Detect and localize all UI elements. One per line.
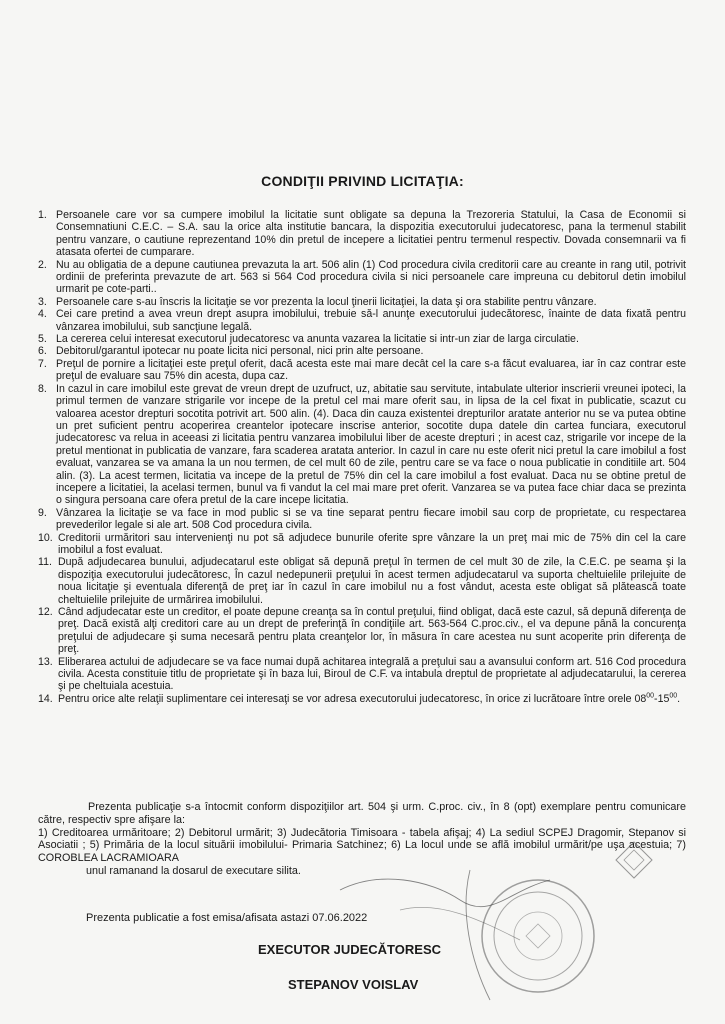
condition-text: In cazul in care imobilul este grevat de vreun drept de uzufruct, uz, abitatie sau servitute, intabulate ulterior inscrierii vreunei ipoteci, la primul termen de vanzare strigarile vor incepe de la pretul cel mai mare oferit sau, in lipsa de la cel fixat in publicatie, scazut cu valoarea acestor drepturi socotita potrivit art. 500 alin. (4). Daca din cauza existentei drepturilor aratate anterior nu se va putea obtine un pret suficient pentru acoperirea creantelor ipotecare inscrise anterior, socotite dupa datele din cartea funciara, executorul judecatoresc va relua in aceeasi zi licitatia pentru vanzarea imobilului liber de aceste drepturi ; in acest caz, strigarile vor incepe de la pretul mentionat in publicatia de vanzare, fara scaderea aratata anterior. In cazul in care nu este oferit nici pretul la care imobilul a fost evaluat, vanzarea se va amana la un nou termen, de cel mult 60 de zile, pentru care se va face o noua publicatie in conditiile art. 504 alin. (3). La acest termen, licitatia va incepe de la pretul de 75% din cel la care imobilul a fost evaluat. Daca nu se obtine pretul de incepere a licitatiei, la acelasi termen, bunul va fi vandut la cel mai mare pret oferit. Vanzarea se va putea face chiar daca se prezinta o singura persoana care ofera pretul de la care incepe licitatia. [56, 382, 686, 507]
condition-text: După adjudecarea bunului, adjudecatarul este obligat să depună preţul în termen de cel mult 30 de zile, la C.E.C. pe seama şi la dispoziţia executorului judecătoresc, În cazul nedepunerii preţului în acest termen adjudecatarul va suporta cheltuielile prilejuite de noua licitaţie şi eventuala diferenţă de preţ iar în cazul în care imobilul nu a fost vândut, acesta este obligat să plătească toate cheltuielile prilejuite de urmărirea imobilului. [58, 556, 686, 606]
condition-item: 6. Debitorul/garantul ipotecar nu poate licita nici personal, nici prin alte persoane. [38, 345, 686, 357]
conditions-list [38, 209, 686, 705]
document-title: CONDIŢII PRIVIND LICITAŢIA: [261, 173, 464, 189]
condition-text: Debitorul/garantul ipotecar nu poate licita nici personal, nici prin alte persoane. [56, 345, 424, 358]
emission-line: Prezenta publicatie a fost emisa/afisata astazi 07.06.2022 [86, 912, 368, 924]
publication-list: 1) Creditoarea urmăritoare; 2) Debitorul urmărit; 3) Judecătoria Timisoara - tabela afişaj; 4) La sediul SCPEJ Dragomir, Stepanov si Asociatii ; 5) Primăria de la locul situării imobilului- Primaria Satchinez; 6) La locul unde se află imobilul urmărit/pe uşa acestuia; 7) COROBLEA LACRAMIOARA [38, 826, 686, 865]
condition-item: 13. Eliberarea actului de adjudecare se va face numai după achitarea integrală a preţului sau a avansului conform art. 516 Cod procedura civila. Acesta constituie titlu de proprietate şi în baza lui, Biroul de C.F. va intabula dreptul de proprietate al adjudecatarului, la cererea şi pe cheltuiala acestuia. [38, 655, 686, 693]
condition-item: 12. Când adjudecatar este un creditor, el poate depune creanţa sa în contul preţului, fiind obligat, dacă este cazul, să depună diferenţa de preţ. Dacă există alţi creditori care au un drept de preferinţă în condiţiile art. 563-564 C.proc.civ., el va depune până la concurenţa preţului de adjudecare şi suma necesară pentru plata creanţelor lor, în măsura în care acestea nu sunt acoperite prin diferenţa de preţ. [38, 606, 686, 656]
publication-intro: Prezenta publicaţie s-a întocmit conform dispoziţiilor art. 504 şi urm. C.proc. civ., în 8 (opt) exemplare pentru comunicare către, respectiv spre afişare la: [38, 801, 686, 826]
condition-text: Creditorii urmăritori sau intervenienţi nu pot să adjudece bunurile oferite spre vânzare la un preţ mai mic de 75% din cel la care imobilul a fost evaluat. [58, 531, 686, 556]
signature-title: EXECUTOR JUDECĂTORESC [258, 942, 441, 957]
condition-item: 4. Cei care pretind a avea vreun drept asupra imobilului, trebuie să-l anunţe executorului judecătoresc, înainte de data fixată pentru vânzarea imobilului, sub sancţiune legală. [38, 308, 686, 333]
condition-item: 8. In cazul in care imobilul este grevat de vreun drept de uzufruct, uz, abitatie sau servitute, intabulate ulterior inscrierii vreunei ipoteci, la primul termen de vanzare strigarile vor incepe de la pretul cel mai mare oferit sau, in lipsa de la cel fixat in publicatie, scazut cu valoarea acestor drepturi socotita potrivit art. 500 alin. (4). Daca din cauza existentei drepturilor aratate anterior nu se va putea obtine un pret suficient pentru acoperirea creantelor ipotecare inscrise anterior, socotite dupa datele din cartea funciara, executorul judecatoresc va relua in aceeasi zi licitatia pentru vanzarea imobilului liber de aceste drepturi ; in acest caz, strigarile vor incepe de la pretul mentionat in publicatia de vanzare, fara scaderea aratata anterior. In cazul in care nu este oferit nici pretul la care imobilul a fost evaluat, vanzarea se va amana la un nou termen, de cel mult 60 de zile, pentru care se va face o noua publicatie in conditiile art. 504 alin. (3). La acest termen, licitatia va incepe de la pretul de 75% din cel la care imobilul a fost evaluat. Daca nu se obtine pretul de incepere a licitatiei, la acelasi termen, bunul va fi vandut la cel mai mare pret oferit. Vanzarea se va putea face chiar daca se prezinta o singura persoana care ofera pretul de la care incepe licitatia. [38, 382, 686, 507]
seal-mark-icon [612, 838, 656, 882]
condition-text: Vânzarea la licitaţie se va face in mod public si se va tine separat pentru fiecare imobil sau corp de proprietate, cu respectarea prevederilor legale si ale art. 508 Cod procedura civila. [56, 506, 686, 532]
condition-text: Cei care pretind a avea vreun drept asupra imobilului, trebuie să-l anunţe executorului judecătoresc, înainte de data fixată pentru vânzarea imobilului, sub sancţiune legală. [56, 308, 686, 333]
publication-remain: unul ramanand la dosarul de executare silita. [86, 864, 301, 877]
condition-text: Persoanele care s-au înscris la licitaţie se vor prezenta la locul ţinerii licitaţiei, la data şi ora stabilite pentru vânzare. [56, 295, 597, 308]
condition-item: 5. La cererea celui interesat executorul judecatoresc va anunta vazarea la licitatie si intr-un ziar de larga circulatie. [38, 333, 686, 345]
condition-text: Nu au obligatia de a depune cautiunea prevazuta la art. 506 alin (1) Cod procedura civila creditorii care au creante in rang util, potrivit ordinii de preferinta prevazute de art. 563 si 564 Cod procedura civila si nici persoanele care impreuna cu debitorul detin imobilul urmarit pe cote-parti.. [56, 258, 686, 296]
signature-name: STEPANOV VOISLAV [288, 977, 419, 992]
condition-item: 2. Nu au obligatia de a depune cautiunea prevazuta la art. 506 alin (1) Cod procedura civila creditorii care au creante in rang util, potrivit ordinii de preferinta prevazute de art. 563 si 564 Cod procedura civila si nici persoanele care impreuna cu debitorul detin imobilul urmarit pe cote-parti.. [38, 258, 686, 296]
condition-text: Eliberarea actului de adjudecare se va face numai după achitarea integrală a preţului sau a avansului conform art. 516 Cod procedura civila. Acesta constituie titlu de proprietate şi în baza lui, Biroul de C.F. va intabula dreptul de proprietate al adjudecatarului, la cererea şi pe cheltuiala acestuia. [58, 655, 686, 693]
condition-item: 10. Creditorii urmăritori sau intervenienţi nu pot să adjudece bunurile oferite spre vânzare la un preţ mai mic de 75% din cel la care imobilul a fost evaluat. [38, 531, 686, 556]
condition-text: La cererea celui interesat executorul judecatoresc va anunta vazarea la licitatie si intr-un ziar de larga circulatie. [56, 333, 579, 346]
condition-item: 11. După adjudecarea bunului, adjudecatarul este obligat să depună preţul în termen de cel mult 30 de zile, la C.E.C. pe seama şi la dispoziţia executorului judecătoresc, În cazul nedepunerii preţului în acest termen adjudecatarul va suporta cheltuielile prilejuite de noua licitaţie şi eventuala diferenţă de preţ iar în cazul în care imobilul nu a fost vândut, acesta este obligat să plătească toate cheltuielile prilejuite de urmărirea imobilului. [38, 556, 686, 606]
handwritten-signature-icon [320, 850, 570, 1010]
condition-item: 3. Persoanele care s-au înscris la licitaţie se vor prezenta la locul ţinerii licitaţiei, la data şi ora stabilite pentru vânzare. [38, 296, 686, 308]
condition-item: 7. Preţul de pornire a licitaţiei este preţul oferit, dacă acesta este mai mare decât cel la care s-a făcut evaluarea, iar în caz contrar este preţul de evaluare sau 75% din acesta, dupa caz. [38, 357, 686, 383]
condition-text: Persoanele care vor sa cumpere imobilul la licitatie sunt obligate sa depuna la Trezoreria Statului, la Casa de Economii si Consemnatiuni C.E.C. – S.A. sau la orice alta institutie bancara, la dispozitia executorului judecatoresc, pana la termenul stabilit pentru vanzare, o cautiune reprezentand 10% din pretul de incepere a licitatiei pentru termenul respectiv. Dovada consemnarii va fi atasata ofertei de cumparare. [56, 209, 686, 259]
condition-item: 9. Vânzarea la licitaţie se va face in mod public si se va tine separat pentru fiecare imobil sau corp de proprietate, cu respectarea prevederilor legale si ale art. 508 Cod procedura civila. [38, 506, 686, 532]
condition-text: Preţul de pornire a licitaţiei este preţul oferit, dacă acesta este mai mare decât cel la care s-a făcut evaluarea, iar în caz contrar este preţul de evaluare sau 75% din acesta, dupa caz. [56, 357, 686, 383]
condition-text: Când adjudecatar este un creditor, el poate depune creanţa sa în contul preţului, fiind obligat, dacă este cazul, să depună diferenţa de preţ. Dacă există alţi creditori care au un drept de preferinţă în condiţiile art. 563-564 C.proc.civ., el va depune până la concurenţa preţului de adjudecare şi suma necesară pentru plata creanţelor lor, în măsura în care acestea nu sunt acoperite prin diferenţa de preţ. [58, 606, 686, 656]
condition-item: 14. Pentru orice alte relaţii suplimentare cei interesaţi se vor adresa executorului judecatoresc, în orice zi lucrătoare între orele $08^{00}-15^{00}$. [38, 693, 686, 705]
condition-text: Pentru orice alte relaţii suplimentare cei interesaţi se vor adresa executorului judecatoresc, în orice zi lucrătoare între orele $08^{00}-15^{00}$. [58, 692, 681, 705]
condition-item: 1. Persoanele care vor sa cumpere imobilul la licitatie sunt obligate sa depuna la Trezoreria Statului, la Casa de Economii si Consemnatiuni C.E.C. – S.A. sau la orice alta institutie bancara, la dispozitia executorului judecatoresc, pana la termenul stabilit pentru vanzare, o cautiune reprezentand 10% din pretul de incepere a licitatiei pentru termenul respectiv. Dovada consemnarii va fi atasata ofertei de cumparare. [38, 209, 686, 259]
